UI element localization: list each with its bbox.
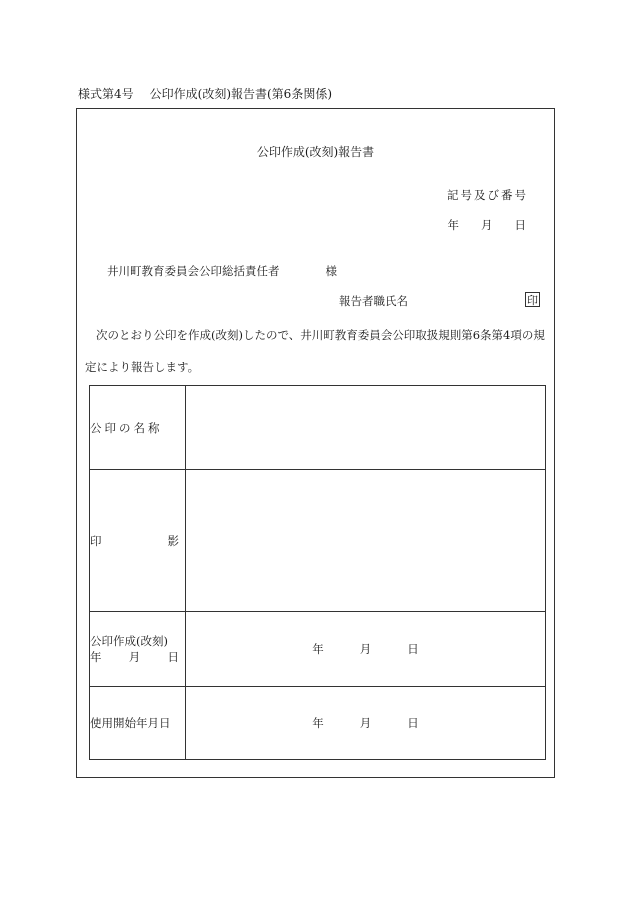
document-title: 公印作成(改刻)報告書 [256,145,375,159]
start-date-year: 年 [312,716,324,730]
created-date-label-month: 月 [128,650,141,664]
start-date-day: 日 [407,716,419,730]
table-row-impression [90,470,546,612]
form-header [78,85,332,102]
impression-label [90,470,186,612]
seal-name-field[interactable] [186,386,546,470]
created-date-day: 日 [407,642,419,656]
start-date-month: 月 [359,716,372,730]
form-header-title: 公印作成(改刻)報告書(第6条関係) [149,87,333,101]
seal-mark: 印 [527,294,538,307]
table-row-seal-name [90,386,546,470]
created-date-label-line1: 公印作成(改刻) [90,634,168,648]
report-date-month: 月 [481,218,493,232]
body-text: 次のとおり公印を作成(改刻)したので、井川町教育委員会公印取扱規則第6条第4項の規定により報告します。 [85,328,545,374]
report-date [448,217,527,233]
created-date-label [90,612,186,687]
report-form-frame [76,108,555,778]
created-date-field[interactable] [186,612,546,687]
addressee-name: 井川町教育委員会公印総括責任者 [107,264,280,278]
report-table [89,385,546,760]
seal-name-label: 公印の名称 [90,386,186,470]
report-date-day: 日 [514,218,526,232]
impression-label-left: 印 [90,533,102,548]
table-row-created-date [90,612,546,687]
table-row-start-date [90,687,546,760]
reporter-label: 報告者職氏名 [339,294,408,308]
form-number: 様式第4号 [78,87,134,101]
document-number-label: 記号及び番号 [447,188,528,202]
impression-field[interactable] [186,470,546,612]
created-date-month: 月 [359,642,372,656]
addressee-honorific: 様 [325,264,337,278]
report-date-year: 年 [447,218,459,232]
created-date-label-year: 年 [90,650,102,664]
addressee [107,263,337,279]
created-date-label-day: 日 [167,650,179,664]
start-date-label: 使用開始年月日 [90,687,186,760]
impression-label-right: 影 [167,533,179,548]
start-date-field[interactable] [186,687,546,760]
created-date-year: 年 [312,642,324,656]
